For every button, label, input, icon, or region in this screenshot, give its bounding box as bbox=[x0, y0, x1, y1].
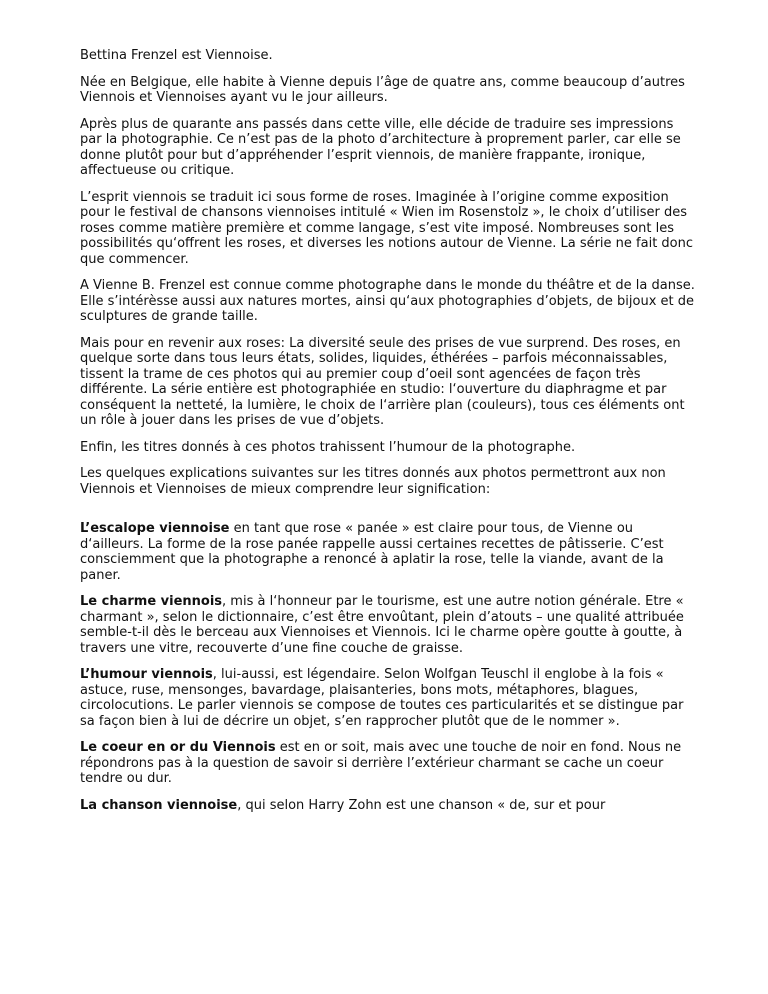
entry-term: L’humour viennois bbox=[80, 667, 213, 682]
intro-paragraph-7: Enfin, les titres donnés à ces photos trahissent l’humour de la photographe. bbox=[80, 439, 576, 455]
entry-text: en tant que rose « panée » est claire pour tous, de Vienne ou d‘ailleurs. La forme de la rose panée rappelle aussi certaines recettes de pâtisserie. C’est consciemment que la photographe a renoncé à aplatir la rose, telle la viande, avant de la paner. bbox=[80, 521, 664, 583]
entry-term: La chanson viennoise bbox=[80, 797, 238, 813]
intro-paragraph-2: Née en Belgique, elle habite à Vienne depuis l’âge de quatre ans, comme beaucoup d’autres Viennois et Viennoises ayant vu le jour ailleurs. bbox=[80, 74, 685, 105]
entry-escalope bbox=[80, 521, 695, 583]
intro-paragraph-6: Mais pour en revenir aux roses: La diversité seule des prises de vue surprend. Des roses, en quelque sorte dans tous leurs états, solides, liquides, éthérées – parfois méconnaissables, tissent la trame de ces photos qui au premier coup d’oeil sont agencées de façon très différente. La série entière est photographiée en studio: l‘ouverture du diaphragme et par conséquent la netteté, la lumière, le choix de l‘arrière plan (couleurs), tous ces éléments ont un rôle à jouer dans les prises de vue d’objets. bbox=[80, 335, 685, 428]
entry-coeur bbox=[80, 740, 695, 787]
intro-paragraph-4: L’esprit viennois se traduit ici sous forme de roses. Imaginée à l’origine comme exposition pour le festival de chansons viennoises intitulé « Wien im Rosenstolz », le choix d’utiliser des roses comme matière première et comme langage, s’est vite imposé. Nombreuses sont les possibilités qu‘offrent les roses, et diverses les notions autour de Vienne. La série ne fait donc que commencer. bbox=[80, 189, 694, 267]
entry-text: , qui selon Harry Zohn est une chanson « de, sur et pour bbox=[237, 797, 606, 813]
entry-term: Le coeur en or du Viennois bbox=[80, 740, 276, 755]
intro-paragraph-8: Les quelques explications suivantes sur les titres donnés aux photos permettront aux non Viennois et Viennoises de mieux comprendre leur signification: bbox=[80, 466, 666, 497]
entry-term: L’escalope viennoise bbox=[80, 521, 230, 536]
entry-text: est en or soit, mais avec une touche de noir en fond. Nous ne répondrons pas à la question de savoir si derrière l’extérieur charmant se cache un coeur tendre ou dur. bbox=[80, 740, 682, 786]
document-page bbox=[80, 48, 695, 824]
intro-paragraph-3: Après plus de quarante ans passés dans cette ville, elle décide de traduire ses impressions par la photographie. Ce n’est pas de la photo d’architecture à proprement parler, car elle se donne plutôt pour but d’appréhender l’esprit viennois, de manière frappante, ironique, affectueuse ou critique. bbox=[80, 116, 681, 178]
entry-humour bbox=[80, 667, 695, 729]
entry-chanson bbox=[80, 798, 695, 814]
intro-paragraph-5: A Vienne B. Frenzel est connue comme photographe dans le monde du théâtre et de la danse. Elle s’intérèsse aussi aux natures mortes, ainsi qu‘aux photographies d’objets, de bijoux et de sculptures de grande taille. bbox=[80, 278, 695, 324]
entry-text: , lui-aussi, est légendaire. Selon Wolfgan Teuschl il englobe à la fois « astuce, ruse, mensonges, bavardage, plaisanteries, bons mots, métaphores, blagues, circolocutions. Le parler viennois se compose de toutes ces particularités et se distingue par sa façon bien à lui de décrire un objet, s’en rapprocher plutôt que de le nommer ». bbox=[80, 667, 684, 729]
entry-charme bbox=[80, 594, 695, 656]
entry-term: Le charme viennois bbox=[80, 594, 223, 609]
entry-text: , mis à l‘honneur par le tourisme, est une autre notion générale. Etre « charmant », selon le dictionnaire, c’est être envoûtant, plein d’atouts – une qualité attribuée semble-t-il dès le berceau aux Viennoises et Viennois. Ici le charme opère goutte à goutte, à travers une vitre, recouverte d’une fine couche de graisse. bbox=[80, 594, 684, 656]
section-spacer bbox=[80, 508, 695, 521]
intro-paragraph-1: Bettina Frenzel est Viennoise. bbox=[80, 48, 273, 63]
